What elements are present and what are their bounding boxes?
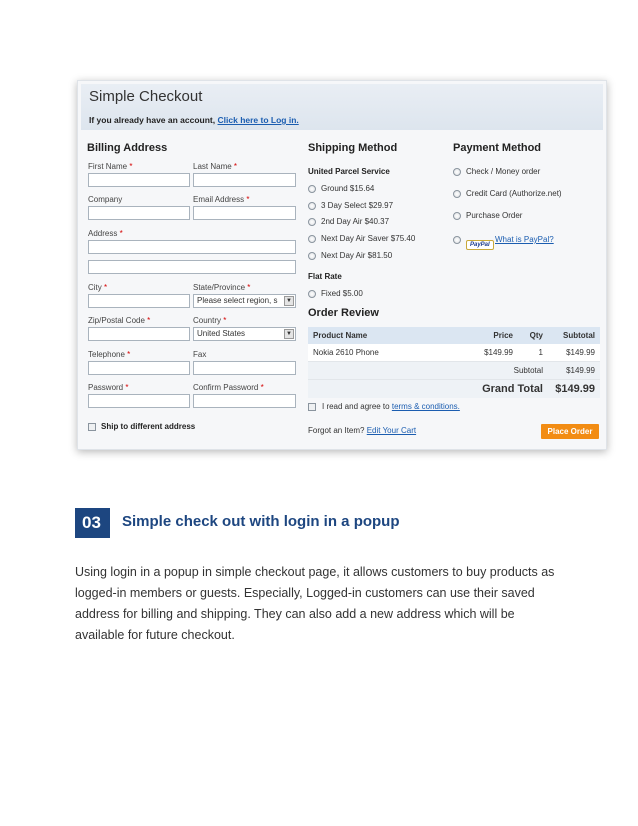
col-price: Price	[466, 327, 518, 344]
cell-product: Nokia 2610 Phone	[308, 344, 466, 362]
telephone-label: Telephone *	[88, 350, 131, 359]
table-row	[308, 344, 600, 362]
zip-label: Zip/Postal Code *	[88, 316, 151, 325]
badge-divider	[108, 508, 110, 538]
forgot-item-text: Forgot an Item?	[308, 426, 365, 435]
email-input[interactable]	[193, 206, 296, 220]
payment-option-credit-card: Credit Card (Authorize.net)	[466, 189, 562, 198]
billing-heading: Billing Address	[87, 142, 168, 154]
col-subtotal: Subtotal	[548, 327, 600, 344]
fax-label: Fax	[193, 350, 207, 359]
shipping-radio-nextday[interactable]	[308, 252, 316, 260]
paragraph-line: address for billing and shipping. They can also add a new address which will be	[75, 607, 515, 621]
chevron-down-icon: ▼	[284, 296, 294, 306]
telephone-input[interactable]	[88, 361, 190, 375]
subtotal-row	[308, 362, 600, 380]
country-select-value: United States	[197, 329, 246, 338]
shipping-option-nextday: Next Day Air $81.50	[321, 251, 393, 260]
ship-different-checkbox[interactable]	[88, 423, 96, 431]
subtotal-label: Subtotal	[308, 362, 548, 380]
login-link[interactable]: Click here to Log in.	[217, 115, 299, 125]
zip-input[interactable]	[88, 327, 190, 341]
first-name-input[interactable]	[88, 173, 190, 187]
state-label: State/Province *	[193, 283, 251, 292]
checkout-screenshot	[77, 80, 607, 450]
forgot-item	[308, 426, 416, 435]
paragraph-line: available for future checkout.	[75, 628, 235, 642]
confirm-password-input[interactable]	[193, 394, 296, 408]
login-prompt	[89, 115, 299, 125]
shipping-option-flat: Fixed $5.00	[321, 289, 363, 298]
paragraph-line: logged-in members or guests. Especially, Logged-in customers can use their saved	[75, 586, 535, 600]
address-label: Address *	[88, 229, 123, 238]
payment-radio-check[interactable]	[453, 168, 461, 176]
ship-different-label: Ship to different address	[101, 422, 196, 431]
section-paragraph	[75, 562, 575, 646]
first-name-label: First Name *	[88, 162, 133, 171]
paypal-logo	[466, 233, 494, 251]
state-select-value: Please select region, s	[197, 296, 278, 305]
last-name-label: Last Name *	[193, 162, 238, 171]
city-input[interactable]	[88, 294, 190, 308]
ups-carrier-label: United Parcel Service	[308, 167, 390, 176]
cell-price: $149.99	[466, 344, 518, 362]
confirm-password-label: Confirm Password *	[193, 383, 264, 392]
terms-agree	[322, 402, 460, 411]
country-select[interactable]	[193, 327, 296, 341]
cell-subtotal: $149.99	[548, 344, 600, 362]
login-prompt-text: If you already have an account,	[89, 115, 216, 125]
fax-input[interactable]	[193, 361, 296, 375]
shipping-option-nextday-saver: Next Day Air Saver $75.40	[321, 234, 416, 243]
shipping-option-2day: 2nd Day Air $40.37	[321, 217, 390, 226]
payment-radio-credit-card[interactable]	[453, 190, 461, 198]
company-label: Company	[88, 195, 123, 204]
table-header-row	[308, 327, 600, 344]
shipping-option-ground: Ground $15.64	[321, 184, 375, 193]
shipping-option-3day: 3 Day Select $29.97	[321, 201, 394, 210]
grand-total-label: Grand Total	[308, 380, 548, 399]
shipping-radio-3day[interactable]	[308, 202, 316, 210]
subtotal-value: $149.99	[548, 362, 600, 380]
payment-radio-paypal[interactable]	[453, 236, 461, 244]
section-title: Simple check out with login in a popup	[122, 513, 400, 530]
grand-total-value: $149.99	[548, 380, 600, 399]
grand-total-row	[308, 380, 600, 399]
shipping-radio-nextday-saver[interactable]	[308, 235, 316, 243]
paypal-logo-text: PayPal	[466, 240, 494, 250]
payment-radio-purchase-order[interactable]	[453, 212, 461, 220]
col-product-name: Product Name	[308, 327, 466, 344]
state-select[interactable]	[193, 294, 296, 308]
flat-rate-label: Flat Rate	[308, 272, 342, 281]
city-label: City *	[88, 283, 108, 292]
terms-agree-text: I read and agree to	[322, 402, 390, 411]
payment-option-purchase-order: Purchase Order	[466, 211, 523, 220]
country-label: Country *	[193, 316, 227, 325]
address-input-line2[interactable]	[88, 260, 296, 274]
checkout-header	[81, 84, 603, 130]
company-input[interactable]	[88, 206, 190, 220]
shipping-radio-flat[interactable]	[308, 290, 316, 298]
cell-qty: 1	[518, 344, 548, 362]
chevron-down-icon: ▼	[284, 329, 294, 339]
terms-link[interactable]: terms & conditions.	[391, 402, 460, 411]
section-number-badge: 03	[75, 508, 108, 538]
order-review-heading: Order Review	[308, 307, 379, 319]
edit-cart-link[interactable]: Edit Your Cart	[366, 426, 417, 435]
page-title: Simple Checkout	[89, 88, 203, 105]
paypal-info-link[interactable]: What is PayPal?	[495, 235, 554, 244]
order-review-table	[308, 327, 600, 398]
shipping-heading: Shipping Method	[308, 142, 398, 154]
paragraph-line: Using login in a popup in simple checkout page, it allows customers to buy products as	[75, 565, 555, 579]
last-name-input[interactable]	[193, 173, 296, 187]
shipping-radio-ground[interactable]	[308, 185, 316, 193]
password-input[interactable]	[88, 394, 190, 408]
email-label: Email Address *	[193, 195, 250, 204]
shipping-radio-2day[interactable]	[308, 218, 316, 226]
password-label: Password *	[88, 383, 129, 392]
payment-option-check: Check / Money order	[466, 167, 541, 176]
place-order-button[interactable]: Place Order	[541, 424, 599, 439]
col-qty: Qty	[518, 327, 548, 344]
payment-heading: Payment Method	[453, 142, 542, 154]
terms-checkbox[interactable]	[308, 403, 316, 411]
address-input-line1[interactable]	[88, 240, 296, 254]
